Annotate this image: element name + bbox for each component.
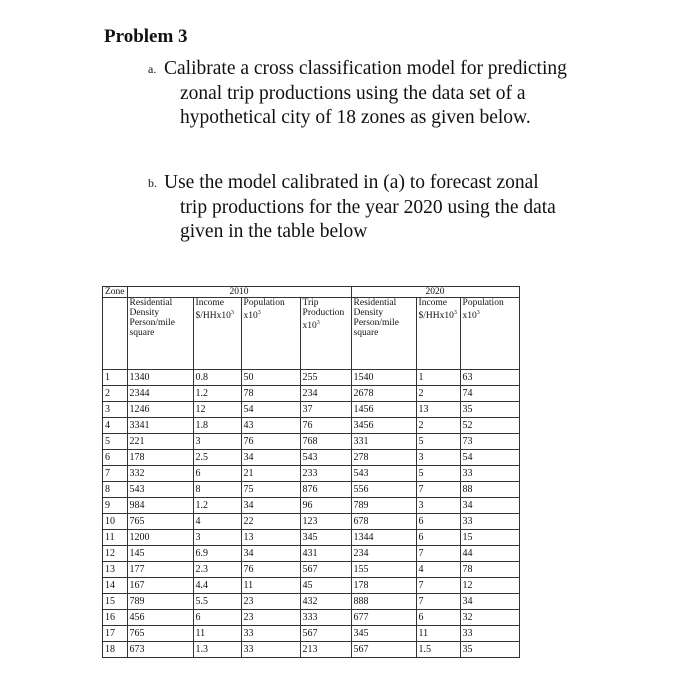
item-label: a. [148, 62, 157, 76]
value-cell: 345 [351, 626, 416, 642]
table-row [103, 562, 520, 578]
value-cell: 765 [127, 626, 193, 642]
zone-cell: 11 [103, 530, 128, 546]
value-cell: 2.5 [193, 450, 241, 466]
value-cell: 33 [241, 642, 300, 658]
value-cell: 78 [460, 562, 519, 578]
value-cell: 74 [460, 386, 519, 402]
value-cell: 178 [127, 450, 193, 466]
table-row [103, 530, 520, 546]
value-cell: 255 [300, 370, 351, 386]
value-cell: 3 [193, 530, 241, 546]
value-cell: 63 [460, 370, 519, 386]
value-cell: 1344 [351, 530, 416, 546]
table-row [103, 370, 520, 386]
value-cell: 1200 [127, 530, 193, 546]
value-cell: 6 [416, 530, 460, 546]
value-cell: 678 [351, 514, 416, 530]
value-cell: 54 [241, 402, 300, 418]
column-header: Trip Production $x10^3$ [300, 298, 351, 370]
table-row [103, 642, 520, 658]
value-cell: 33 [241, 626, 300, 642]
value-cell: 543 [351, 466, 416, 482]
value-cell: 6 [416, 610, 460, 626]
value-cell: 155 [351, 562, 416, 578]
value-cell: 456 [127, 610, 193, 626]
zone-cell: 9 [103, 498, 128, 514]
value-cell: 7 [416, 482, 460, 498]
zone-cell: 17 [103, 626, 128, 642]
table-row [103, 434, 520, 450]
value-cell: 43 [241, 418, 300, 434]
value-cell: 167 [127, 578, 193, 594]
value-cell: 567 [351, 642, 416, 658]
value-cell: 5 [416, 434, 460, 450]
zone-cell: 5 [103, 434, 128, 450]
value-cell: 22 [241, 514, 300, 530]
value-cell: 13 [416, 402, 460, 418]
value-cell: 32 [460, 610, 519, 626]
value-cell: 73 [460, 434, 519, 450]
value-cell: 34 [460, 594, 519, 610]
value-cell: 3456 [351, 418, 416, 434]
value-cell: 8 [193, 482, 241, 498]
value-cell: 1456 [351, 402, 416, 418]
value-cell: 54 [460, 450, 519, 466]
value-cell: 6 [193, 466, 241, 482]
table-row [103, 402, 520, 418]
value-cell: 15 [460, 530, 519, 546]
value-cell: 6.9 [193, 546, 241, 562]
value-cell: 52 [460, 418, 519, 434]
value-cell: 3 [416, 498, 460, 514]
value-cell: 876 [300, 482, 351, 498]
value-cell: 673 [127, 642, 193, 658]
value-cell: 21 [241, 466, 300, 482]
value-cell: 7 [416, 546, 460, 562]
value-cell: 34 [241, 498, 300, 514]
value-cell: 2 [416, 386, 460, 402]
value-cell: 789 [351, 498, 416, 514]
zone-cell: 18 [103, 642, 128, 658]
value-cell: 33 [460, 466, 519, 482]
value-cell: 177 [127, 562, 193, 578]
value-cell: 1.2 [193, 498, 241, 514]
value-cell: 13 [241, 530, 300, 546]
zone-cell: 6 [103, 450, 128, 466]
value-cell: 5.5 [193, 594, 241, 610]
value-cell: 2.3 [193, 562, 241, 578]
value-cell: 765 [127, 514, 193, 530]
value-cell: 1.3 [193, 642, 241, 658]
value-cell: 789 [127, 594, 193, 610]
value-cell: 4 [416, 562, 460, 578]
value-cell: 1246 [127, 402, 193, 418]
value-cell: 3341 [127, 418, 193, 434]
value-cell: 11 [241, 578, 300, 594]
value-cell: 431 [300, 546, 351, 562]
zone-cell: 16 [103, 610, 128, 626]
value-cell: 178 [351, 578, 416, 594]
year-2010-header: 2010 [127, 287, 351, 298]
value-cell: 1 [416, 370, 460, 386]
zone-cell: 8 [103, 482, 128, 498]
item-b [148, 170, 568, 245]
table-row [103, 482, 520, 498]
value-cell: 1540 [351, 370, 416, 386]
zone-cell: 15 [103, 594, 128, 610]
value-cell: 33 [460, 514, 519, 530]
zone-cell: 7 [103, 466, 128, 482]
value-cell: 567 [300, 626, 351, 642]
value-cell: 75 [241, 482, 300, 498]
value-cell: 11 [193, 626, 241, 642]
value-cell: 543 [300, 450, 351, 466]
zone-cell: 3 [103, 402, 128, 418]
value-cell: 233 [300, 466, 351, 482]
zone-cell: 14 [103, 578, 128, 594]
table-row [103, 418, 520, 434]
value-cell: 78 [241, 386, 300, 402]
zone-cell: 13 [103, 562, 128, 578]
value-cell: 12 [193, 402, 241, 418]
value-cell: 278 [351, 450, 416, 466]
value-cell: 2344 [127, 386, 193, 402]
column-header: Population $x10^3$ [241, 298, 300, 370]
value-cell: 432 [300, 594, 351, 610]
value-cell: 123 [300, 514, 351, 530]
value-cell: 1340 [127, 370, 193, 386]
item-label: b. [148, 176, 157, 190]
item-text: Calibrate a cross classification model for predicting zonal trip productions using the data set of a hypothetical city of 18 zones as given below. [164, 58, 567, 128]
value-cell: 221 [127, 434, 193, 450]
value-cell: 234 [351, 546, 416, 562]
value-cell: 888 [351, 594, 416, 610]
value-cell: 2 [416, 418, 460, 434]
column-header: Population $x10^3$ [460, 298, 519, 370]
value-cell: 234 [300, 386, 351, 402]
value-cell: 768 [300, 434, 351, 450]
value-cell: 4 [193, 514, 241, 530]
table-row [103, 594, 520, 610]
table-row [103, 450, 520, 466]
value-cell: 0.8 [193, 370, 241, 386]
value-cell: 213 [300, 642, 351, 658]
year-2020-header: 2020 [351, 287, 519, 298]
value-cell: 332 [127, 466, 193, 482]
value-cell: 76 [241, 434, 300, 450]
table-row [103, 626, 520, 642]
item-a [148, 56, 568, 131]
value-cell: 145 [127, 546, 193, 562]
zone-cell: 12 [103, 546, 128, 562]
table-row [103, 498, 520, 514]
value-cell: 3 [193, 434, 241, 450]
zone-cell: 2 [103, 386, 128, 402]
value-cell: 345 [300, 530, 351, 546]
column-header: Residential Density Person/mile square [351, 298, 416, 370]
value-cell: 44 [460, 546, 519, 562]
value-cell: 543 [127, 482, 193, 498]
value-cell: 35 [460, 402, 519, 418]
value-cell: 6 [416, 514, 460, 530]
value-cell: 2678 [351, 386, 416, 402]
value-cell: 1.8 [193, 418, 241, 434]
item-text: Use the model calibrated in (a) to forecast zonal trip productions for the year 2020 using the data given in the table below [164, 172, 556, 242]
data-table [102, 286, 520, 658]
value-cell: 7 [416, 578, 460, 594]
value-cell: 35 [460, 642, 519, 658]
value-cell: 1.5 [416, 642, 460, 658]
value-cell: 4.4 [193, 578, 241, 594]
column-header: Income $\$/HHx10^3$ [416, 298, 460, 370]
value-cell: 50 [241, 370, 300, 386]
value-cell: 96 [300, 498, 351, 514]
value-cell: 7 [416, 594, 460, 610]
table-row [103, 546, 520, 562]
zone-cell: 4 [103, 418, 128, 434]
value-cell: 5 [416, 466, 460, 482]
value-cell: 1.2 [193, 386, 241, 402]
value-cell: 11 [416, 626, 460, 642]
value-cell: 88 [460, 482, 519, 498]
problem-title: Problem 3 [104, 26, 188, 47]
value-cell: 12 [460, 578, 519, 594]
table-row [103, 466, 520, 482]
zone-header: Zone [103, 287, 128, 298]
value-cell: 34 [460, 498, 519, 514]
value-cell: 76 [241, 562, 300, 578]
value-cell: 984 [127, 498, 193, 514]
table-row [103, 514, 520, 530]
value-cell: 677 [351, 610, 416, 626]
value-cell: 333 [300, 610, 351, 626]
column-header: Income $\$/HHx10^3$ [193, 298, 241, 370]
value-cell: 23 [241, 594, 300, 610]
value-cell: 3 [416, 450, 460, 466]
table-row [103, 386, 520, 402]
value-cell: 33 [460, 626, 519, 642]
value-cell: 331 [351, 434, 416, 450]
zone-cell: 10 [103, 514, 128, 530]
value-cell: 34 [241, 450, 300, 466]
value-cell: 76 [300, 418, 351, 434]
value-cell: 556 [351, 482, 416, 498]
value-cell: 567 [300, 562, 351, 578]
table-row [103, 578, 520, 594]
table-row [103, 610, 520, 626]
value-cell: 23 [241, 610, 300, 626]
zone-cell: 1 [103, 370, 128, 386]
column-header: Residential Density Person/mile square [127, 298, 193, 370]
value-cell: 6 [193, 610, 241, 626]
value-cell: 37 [300, 402, 351, 418]
value-cell: 34 [241, 546, 300, 562]
value-cell: 45 [300, 578, 351, 594]
